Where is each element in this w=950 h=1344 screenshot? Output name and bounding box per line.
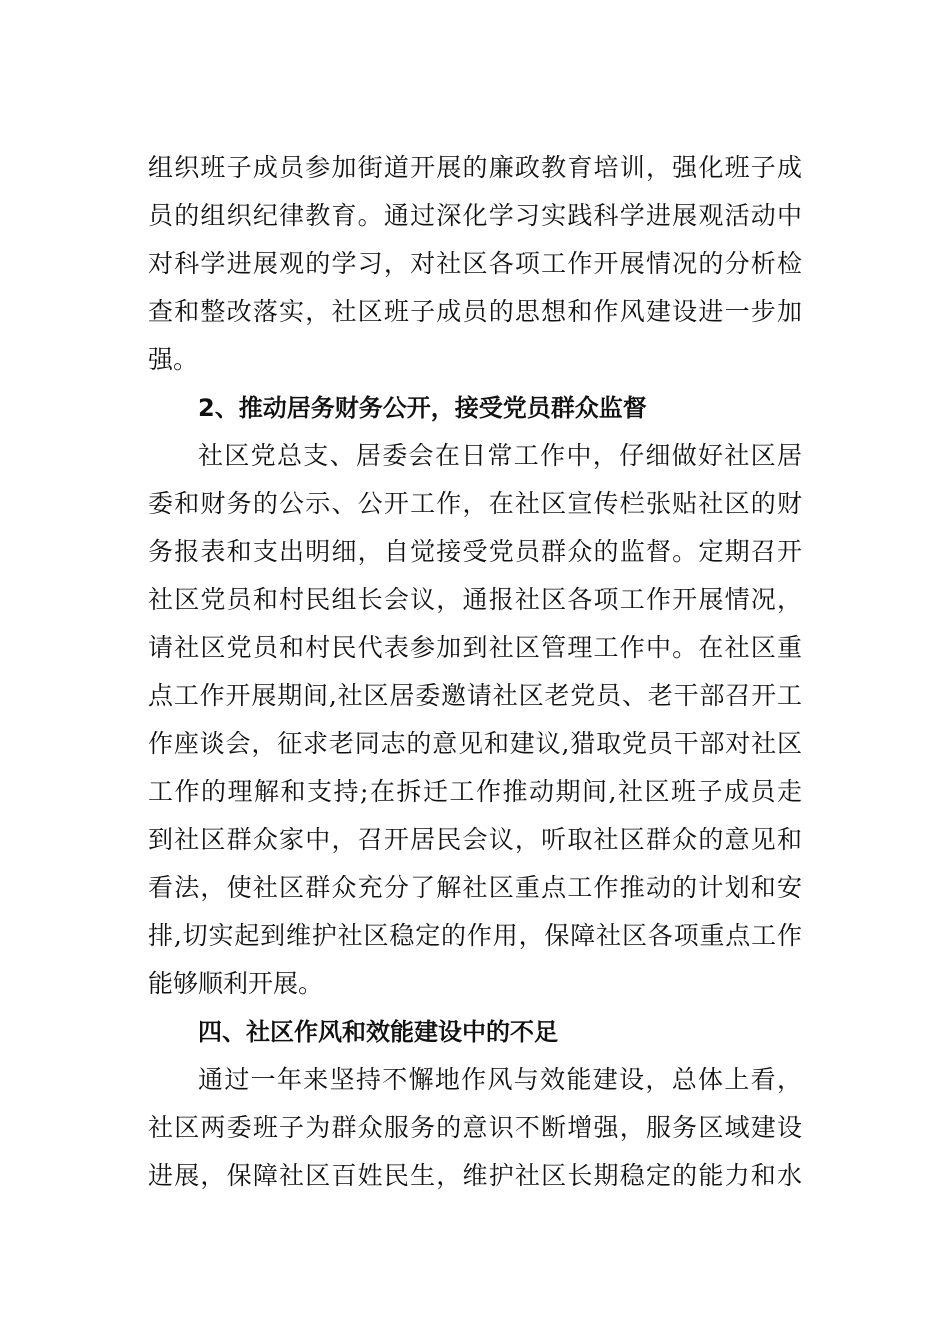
text-line: 能够顺利开展。 [148, 969, 324, 998]
text-line: 工作的理解和支持;在拆迁工作推动期间,社区班子成员走 [148, 777, 802, 806]
text-line: 强。 [148, 345, 199, 374]
text-line: 对科学进展观的学习，对社区各项工作开展情况的分析检 [148, 249, 802, 278]
text-line: 到社区群众家中，召开居民会议，听取社区群众的意见和 [148, 825, 802, 854]
text-line: 查和整改落实，社区班子成员的思想和作风建设进一步加 [148, 297, 802, 326]
text-line: 进展，保障社区百姓民生，维护社区长期稳定的能力和水 [148, 1161, 802, 1190]
text-line: 作座谈会，征求老同志的意见和建议,猎取党员干部对社区 [148, 729, 802, 758]
text-line: 通过一年来坚持不懈地作风与效能建设，总体上看， [198, 1065, 802, 1094]
text-line: 社区党员和村民组长会议，通报社区各项工作开展情况， [148, 585, 802, 614]
text-line: 社区党总支、居委会在日常工作中，仔细做好社区居 [198, 441, 802, 470]
section-heading: 2、推动居务财务公开，接受党员群众监督 [198, 394, 647, 422]
text-line: 组织班子成员参加街道开展的廉政教育培训，强化班子成 [148, 153, 802, 182]
text-line: 排,切实起到维护社区稳定的作用，保障社区各项重点工作 [148, 921, 802, 950]
section-heading: 四、社区作风和效能建设中的不足 [198, 1018, 558, 1046]
text-line: 务报表和支出明细，自觉接受党员群众的监督。定期召开 [148, 537, 802, 566]
text-line: 社区两委班子为群众服务的意识不断增强，服务区域建设 [148, 1113, 802, 1142]
text-line: 委和财务的公示、公开工作，在社区宣传栏张贴社区的财 [148, 489, 802, 518]
text-line: 请社区党员和村民代表参加到社区管理工作中。在社区重 [148, 633, 802, 662]
text-line: 点工作开展期间,社区居委邀请社区老党员、老干部召开工 [148, 681, 802, 710]
text-line: 看法，使社区群众充分了解社区重点工作推动的计划和安 [148, 873, 802, 902]
text-line: 员的组织纪律教育。通过深化学习实践科学进展观活动中 [148, 201, 802, 230]
